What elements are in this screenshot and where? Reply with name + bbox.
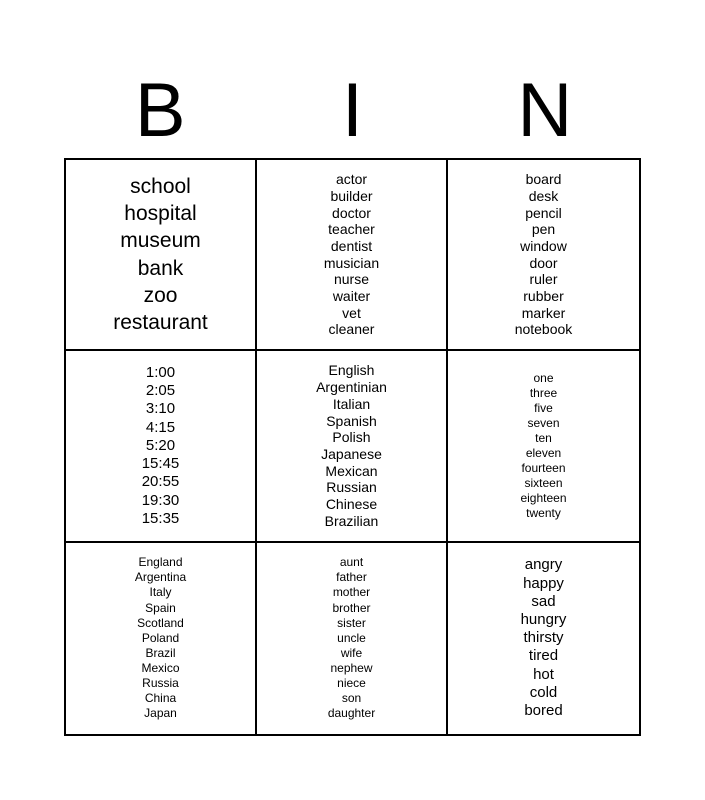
cell-word: ruler — [529, 271, 558, 288]
cell-word: hot — [533, 665, 554, 683]
cell-word: father — [336, 570, 367, 585]
cell-word: one — [533, 370, 554, 385]
bingo-grid — [64, 158, 641, 736]
bingo-header — [64, 68, 641, 154]
cell-word: Mexico — [141, 660, 180, 675]
cell-word: Argentina — [134, 570, 187, 585]
cell-word: mother — [332, 585, 371, 600]
cell-word: ten — [535, 430, 552, 445]
cell-word: bank — [137, 256, 184, 280]
cell-word: sad — [531, 592, 556, 610]
cell-word: three — [529, 385, 558, 400]
cell-word: 2:05 — [145, 382, 176, 400]
cell-word: cold — [529, 683, 558, 701]
bingo-cell-places — [66, 160, 257, 351]
cell-word: fourteen — [521, 461, 566, 476]
cell-word: thirsty — [523, 629, 564, 647]
cell-word: 20:55 — [141, 473, 180, 491]
cell-word: bored — [524, 702, 563, 720]
cell-word: nephew — [330, 660, 373, 675]
cell-word: brother — [332, 600, 371, 615]
cell-word: marker — [521, 304, 566, 321]
cell-word: cleaner — [328, 321, 375, 338]
cell-word: notebook — [514, 321, 573, 338]
header-letter-n: N — [517, 68, 573, 153]
cell-word: window — [520, 237, 567, 254]
cell-word: 5:20 — [145, 436, 176, 454]
cell-word: angry — [524, 556, 563, 574]
cell-word: happy — [523, 574, 564, 592]
cell-word: Russian — [326, 479, 377, 496]
cell-word: door — [529, 254, 558, 271]
cell-word: Spain — [145, 600, 176, 615]
cell-word: desk — [528, 187, 559, 204]
cell-word: nurse — [333, 271, 370, 288]
bingo-cell-nationalities — [257, 351, 448, 542]
cell-word: Italian — [332, 395, 371, 412]
cell-word: dentist — [330, 237, 373, 254]
cell-word: vet — [342, 304, 361, 321]
cell-word: niece — [337, 676, 366, 691]
cell-word: hungry — [520, 611, 567, 629]
cell-word: English — [328, 362, 375, 379]
cell-word: Russia — [142, 676, 179, 691]
cell-word: 19:30 — [141, 491, 180, 509]
cell-word: school — [130, 175, 191, 199]
cell-word: Mexican — [325, 462, 378, 479]
cell-word: Spanish — [326, 412, 377, 429]
cell-word: waiter — [332, 288, 371, 305]
cell-word: sixteen — [524, 476, 563, 491]
cell-word: teacher — [328, 221, 375, 238]
header-letter-b: B — [134, 68, 186, 153]
bingo-cell-feelings — [448, 543, 639, 734]
cell-word: builder — [330, 187, 373, 204]
cell-word: musician — [323, 254, 380, 271]
cell-word: board — [525, 171, 562, 188]
cell-word: son — [341, 691, 362, 706]
cell-word: daughter — [327, 706, 376, 721]
bingo-cell-classroom — [448, 160, 639, 351]
cell-word: Argentinian — [316, 379, 387, 396]
cell-word: pen — [531, 221, 556, 238]
cell-word: sister — [337, 615, 366, 630]
cell-word: England — [138, 555, 183, 570]
cell-word: Poland — [141, 630, 180, 645]
cell-word: eleven — [525, 445, 562, 460]
cell-word: uncle — [337, 630, 366, 645]
cell-word: China — [144, 691, 177, 706]
cell-word: rubber — [523, 288, 564, 305]
cell-word: seven — [527, 415, 560, 430]
cell-word: Polish — [332, 429, 371, 446]
cell-word: Brazil — [145, 645, 176, 660]
cell-word: doctor — [332, 204, 371, 221]
cell-word: aunt — [339, 555, 364, 570]
cell-word: Brazilian — [324, 512, 379, 529]
cell-word: Japan — [144, 706, 177, 721]
cell-word: 4:15 — [145, 418, 176, 436]
header-letter-i: I — [341, 68, 364, 153]
cell-word: pencil — [525, 204, 562, 221]
cell-word: 3:10 — [145, 400, 176, 418]
cell-word: five — [534, 400, 553, 415]
bingo-cell-countries — [66, 543, 257, 734]
bingo-cell-jobs — [257, 160, 448, 351]
cell-word: eighteen — [520, 491, 567, 506]
cell-word: restaurant — [113, 311, 208, 335]
cell-word: 1:00 — [145, 364, 176, 382]
cell-word: Scotland — [137, 615, 184, 630]
bingo-cell-times — [66, 351, 257, 542]
bingo-cell-numbers — [448, 351, 639, 542]
cell-word: actor — [335, 171, 368, 188]
cell-word: zoo — [143, 283, 178, 307]
cell-word: Chinese — [325, 496, 378, 513]
cell-word: Italy — [149, 585, 172, 600]
cell-word: hospital — [124, 202, 197, 226]
cell-word: 15:35 — [141, 509, 180, 527]
cell-word: 15:45 — [141, 455, 180, 473]
bingo-cell-family — [257, 543, 448, 734]
cell-word: tired — [528, 647, 559, 665]
cell-word: museum — [120, 229, 201, 253]
cell-word: twenty — [526, 506, 561, 521]
cell-word: wife — [340, 645, 363, 660]
cell-word: Japanese — [321, 445, 382, 462]
